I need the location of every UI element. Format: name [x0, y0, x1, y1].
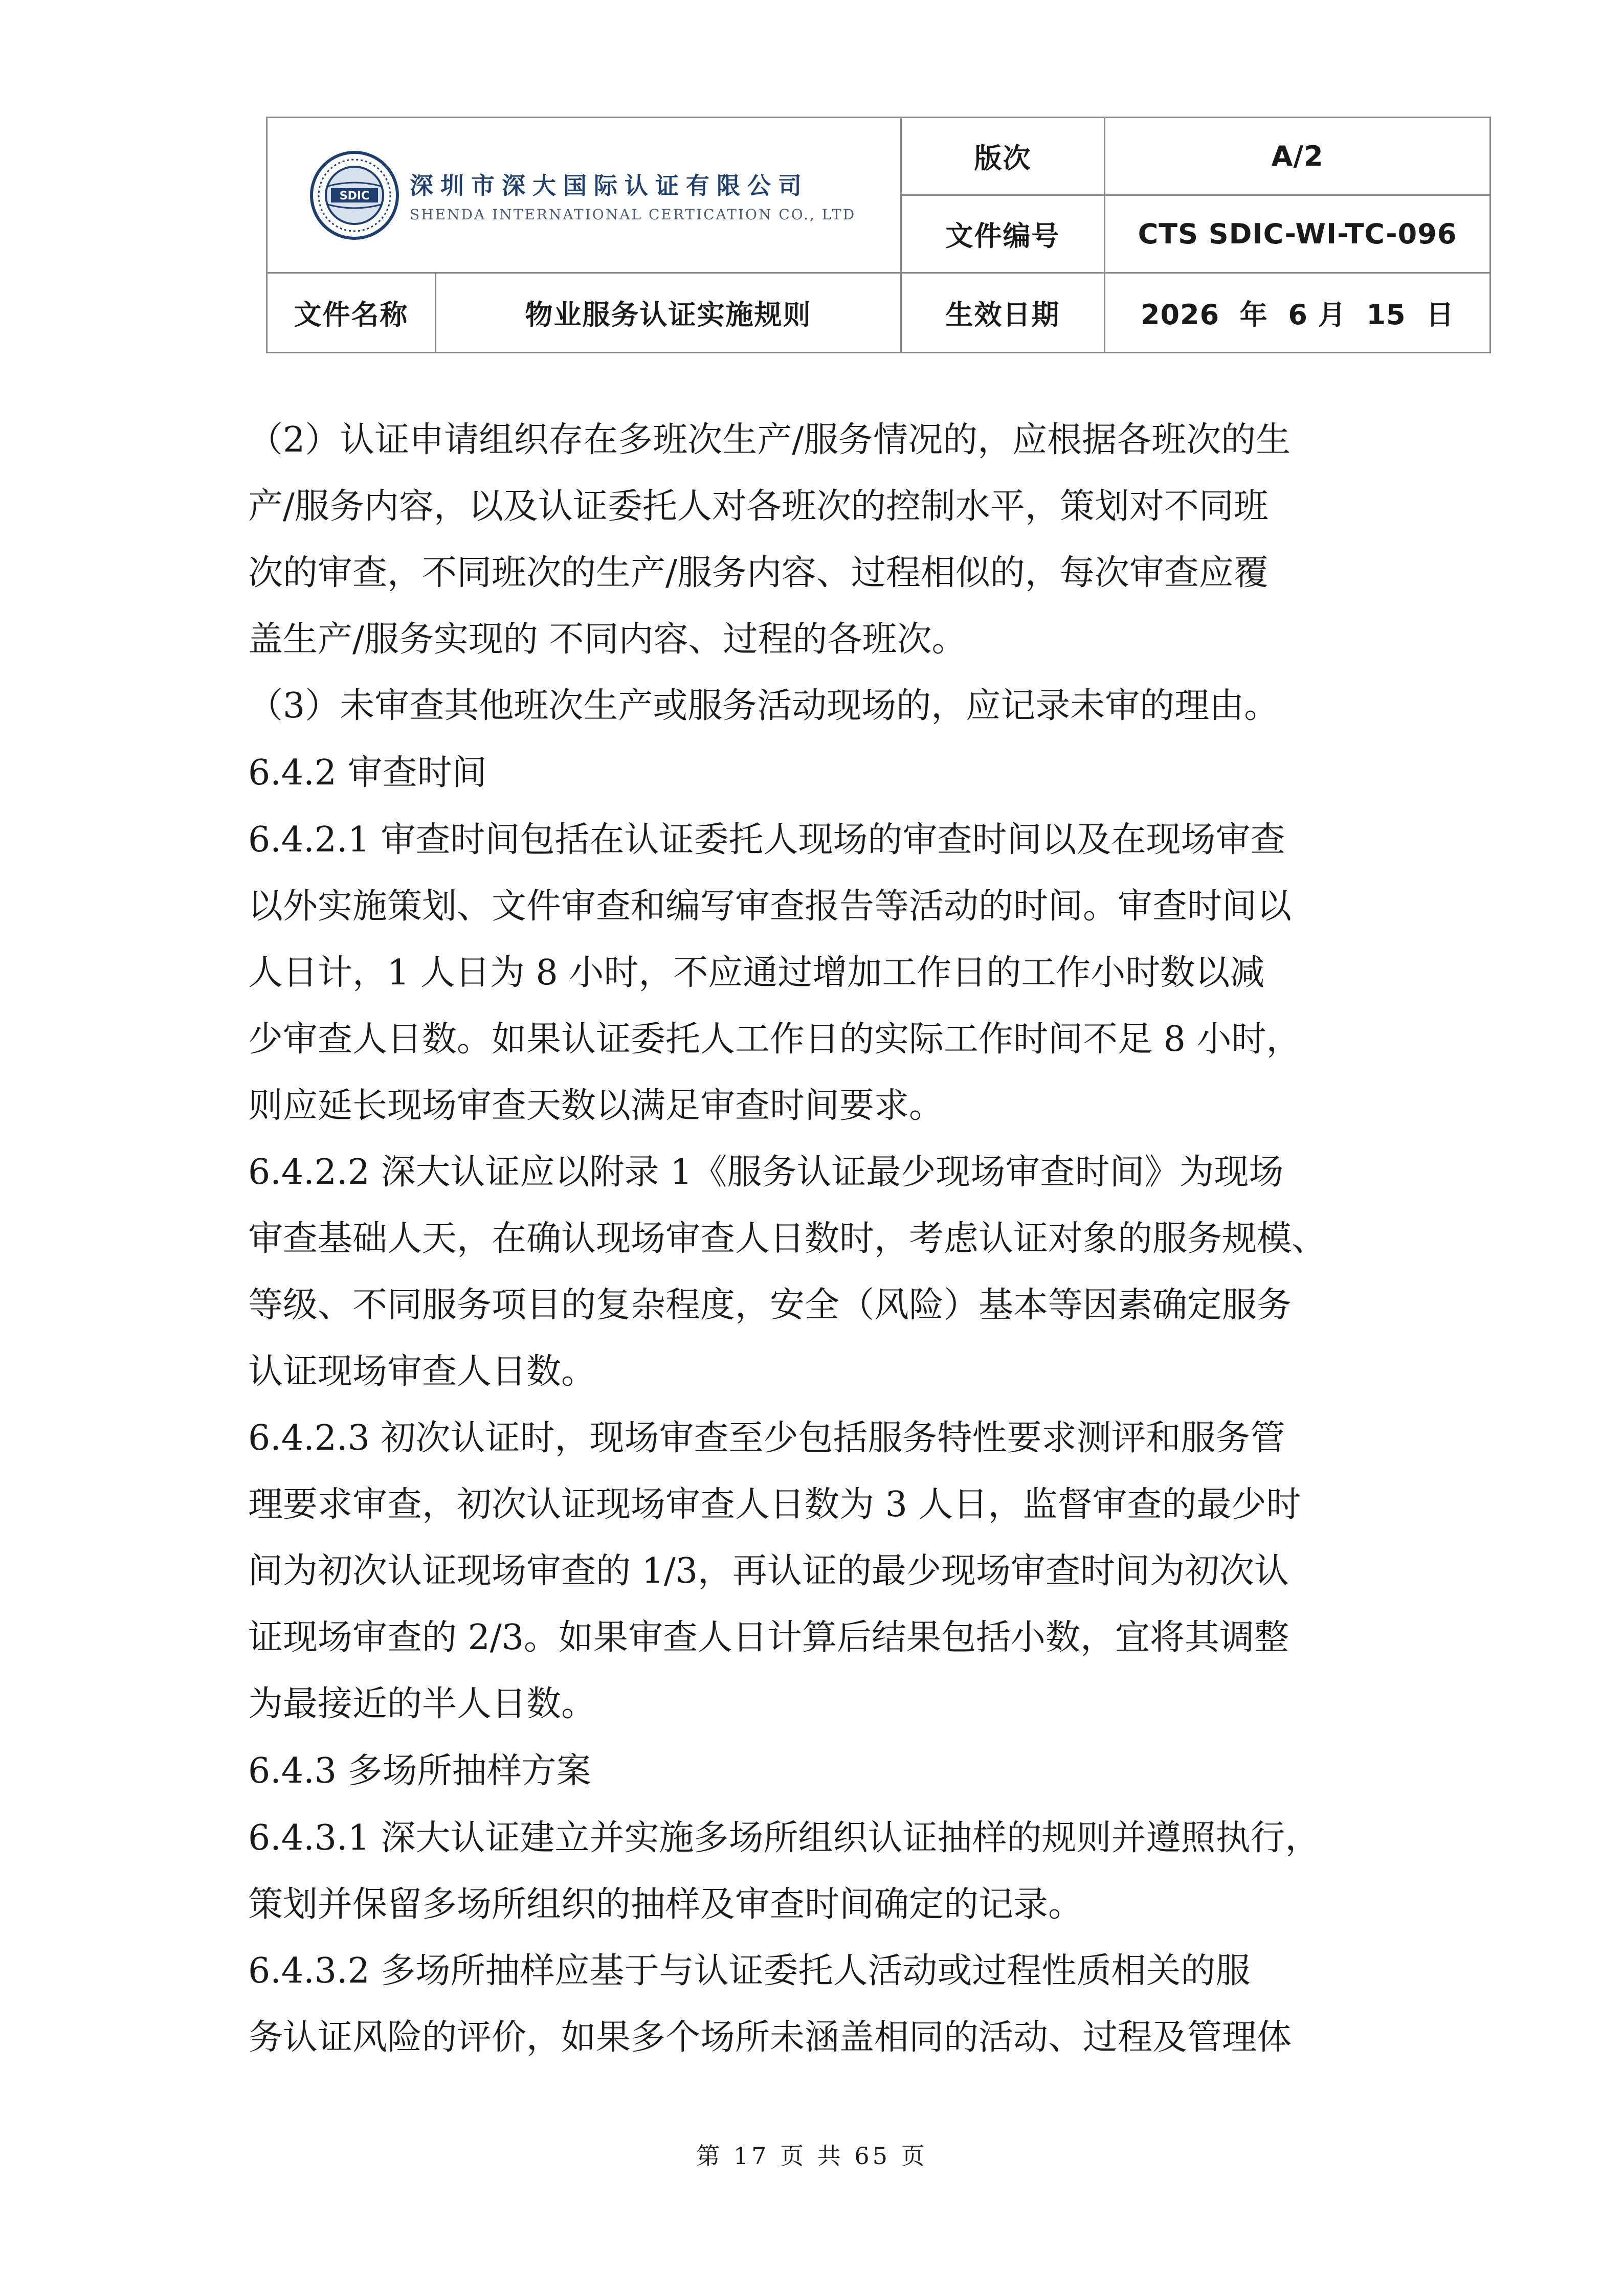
page-number-footer: 第 17 页 共 65 页: [696, 2142, 928, 2170]
paragraph-line: 审查基础人天，在确认现场审查人日数时，考虑认证对象的服务规模、: [248, 1219, 1327, 1259]
paragraph-line: 6.4.2.1 审查时间包括在认证委托人现场的审查时间以及在现场审查: [248, 820, 1285, 860]
paragraph-line: （3）未审查其他班次生产或服务活动现场的，应记录未审的理由。: [248, 686, 1279, 726]
paragraph-line: 等级、不同服务项目的复杂程度，安全（风险）基本等因素确定服务: [248, 1285, 1292, 1325]
paragraph-line: 理要求审查，初次认证现场审查人日数为 3 人日，监督审查的最少时: [248, 1484, 1301, 1525]
paragraph-line: 6.4.2.3 初次认证时，现场审查至少包括服务特性要求测评和服务管: [248, 1418, 1285, 1458]
paragraph-line: 以外实施策划、文件审查和编写审查报告等活动的时间。审查时间以: [248, 886, 1292, 927]
version-value: A/2: [1105, 118, 1490, 195]
doc-number-value: CTS SDIC-WI-TC-096: [1105, 195, 1490, 273]
company-logo-icon: [308, 149, 401, 241]
paragraph-line: 间为初次认证现场审查的 1/3，再认证的最少现场审查时间为初次认: [248, 1551, 1289, 1591]
header-table: [266, 117, 1491, 353]
doc-name-value: 物业服务认证实施规则: [436, 273, 901, 353]
effective-date-label: 生效日期: [901, 273, 1105, 353]
paragraph-line: 则应延长现场审查天数以满足审查时间要求。: [248, 1086, 944, 1126]
paragraph-line: 务认证风险的评价，如果多个场所未涵盖相同的活动、过程及管理体: [248, 2017, 1292, 2058]
company-name-en: SHENDA INTERNATIONAL CERTICATION CO., LTD: [410, 206, 856, 223]
paragraph-line: 为最接近的半人日数。: [248, 1684, 596, 1724]
doc-name-label: 文件名称: [267, 273, 436, 353]
section-heading: 6.4.3 多场所抽样方案: [248, 1751, 591, 1791]
doc-number-label: 文件编号: [901, 195, 1105, 273]
paragraph-line: 6.4.3.2 多场所抽样应基于与认证委托人活动或过程性质相关的服: [248, 1951, 1251, 1991]
effective-date-value: 2026 年 6 月 15 日: [1105, 273, 1490, 353]
paragraph-line: 少审查人日数。如果认证委托人工作日的实际工作时间不足 8 小时，: [248, 1019, 1301, 1060]
section-heading: 6.4.2 审查时间: [248, 753, 487, 793]
paragraph-line: 次的审查，不同班次的生产/服务内容、过程相似的，每次审查应覆: [248, 553, 1269, 593]
body-text: [248, 407, 1404, 2071]
paragraph-line: 6.4.3.1 深大认证建立并实施多场所组织认证抽样的规则并遵照执行，: [248, 1818, 1320, 1858]
company-name-cn: 深圳市深大国际认证有限公司: [410, 172, 809, 199]
paragraph-line: （2）认证申请组织存在多班次生产/服务情况的，应根据各班次的生: [248, 420, 1291, 460]
paragraph-line: 6.4.2.2 深大认证应以附录 1《服务认证最少现场审查时间》为现场: [248, 1152, 1284, 1192]
company-logo-cell: [267, 118, 901, 273]
logo-text: SDIC: [339, 189, 370, 202]
version-label: 版次: [901, 118, 1105, 195]
paragraph-line: 人日计，1 人日为 8 小时，不应通过增加工作日的工作小时数以减: [248, 953, 1265, 993]
paragraph-line: 盖生产/服务实现的 不同内容、过程的各班次。: [248, 619, 967, 660]
paragraph-line: 策划并保留多场所组织的抽样及审查时间确定的记录。: [248, 1884, 1083, 1925]
paragraph-line: 认证现场审查人日数。: [248, 1352, 596, 1392]
paragraph-line: 产/服务内容，以及认证委托人对各班次的控制水平，策划对不同班: [248, 486, 1269, 527]
paragraph-line: 证现场审查的 2/3。如果审查人日计算后结果包括小数，宜将其调整: [248, 1617, 1289, 1658]
